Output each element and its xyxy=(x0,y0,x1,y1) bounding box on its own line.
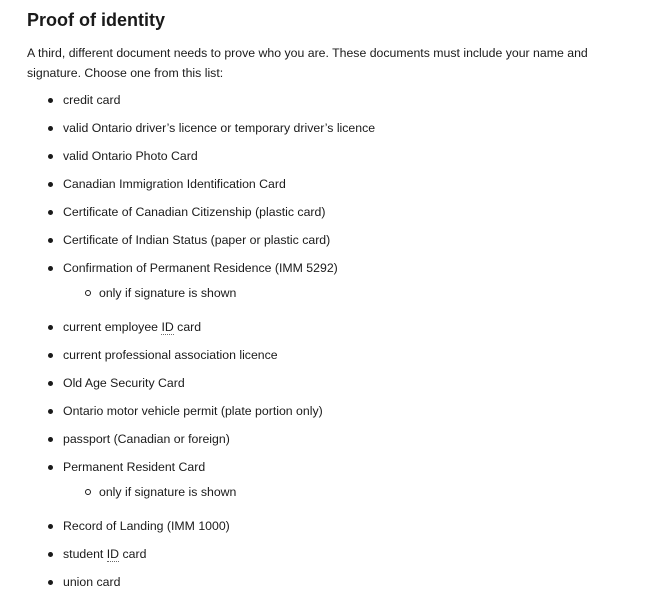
list-item-label: union card xyxy=(63,575,121,589)
bullet-icon xyxy=(48,325,53,330)
list-item-label: Certificate of Canadian Citizenship (plastic card) xyxy=(63,205,326,219)
list-item-label: Record of Landing (IMM 1000) xyxy=(63,519,230,533)
bullet-icon xyxy=(48,524,53,529)
bullet-icon xyxy=(48,580,53,585)
bullet-icon xyxy=(48,552,53,557)
bullet-icon xyxy=(48,409,53,414)
bullet-icon xyxy=(48,98,53,103)
bullet-icon xyxy=(48,381,53,386)
list-item-label xyxy=(63,545,146,563)
hollow-bullet-icon xyxy=(85,290,91,296)
bullet-icon xyxy=(48,182,53,187)
bullet-icon xyxy=(48,437,53,442)
list-item-note: only if signature is shown xyxy=(99,286,237,300)
label-before: student xyxy=(63,547,107,561)
list-item-label: valid Ontario driver’s licence or temporary driver’s licence xyxy=(63,121,376,135)
label-after: card xyxy=(173,320,202,334)
bullet-icon xyxy=(48,465,53,470)
section-intro: A third, different document needs to prove who you are. These documents must include your name and signature. Choose one from this list: xyxy=(27,46,588,80)
list-item-label xyxy=(63,318,201,336)
id-abbreviation: ID xyxy=(106,547,120,561)
list-item-label: Permanent Resident Card xyxy=(63,460,206,474)
list-item-label: Confirmation of Permanent Residence (IMM 5292) xyxy=(63,261,338,275)
label-after: card xyxy=(119,547,147,561)
list-item-label: Canadian Immigration Identification Card xyxy=(63,177,286,191)
label-before: current employee xyxy=(63,320,162,334)
list-item-note: only if signature is shown xyxy=(99,485,237,499)
bullet-icon xyxy=(48,126,53,131)
id-abbreviation: ID xyxy=(161,320,174,334)
list-item-label: current professional association licence xyxy=(63,348,278,362)
list-item-label: Old Age Security Card xyxy=(63,376,185,390)
bullet-icon xyxy=(48,154,53,159)
bullet-icon xyxy=(48,353,53,358)
list-item-label: Ontario motor vehicle permit (plate portion only) xyxy=(63,404,323,418)
list-item-label: valid Ontario Photo Card xyxy=(63,149,198,163)
bullet-icon xyxy=(48,266,53,271)
hollow-bullet-icon xyxy=(85,489,91,495)
bullet-icon xyxy=(48,210,53,215)
list-item-label: credit card xyxy=(63,93,121,107)
section-title: Proof of identity xyxy=(27,10,165,30)
list-item-label: Certificate of Indian Status (paper or plastic card) xyxy=(63,233,331,247)
list-item-label: passport (Canadian or foreign) xyxy=(63,432,230,446)
bullet-icon xyxy=(48,238,53,243)
